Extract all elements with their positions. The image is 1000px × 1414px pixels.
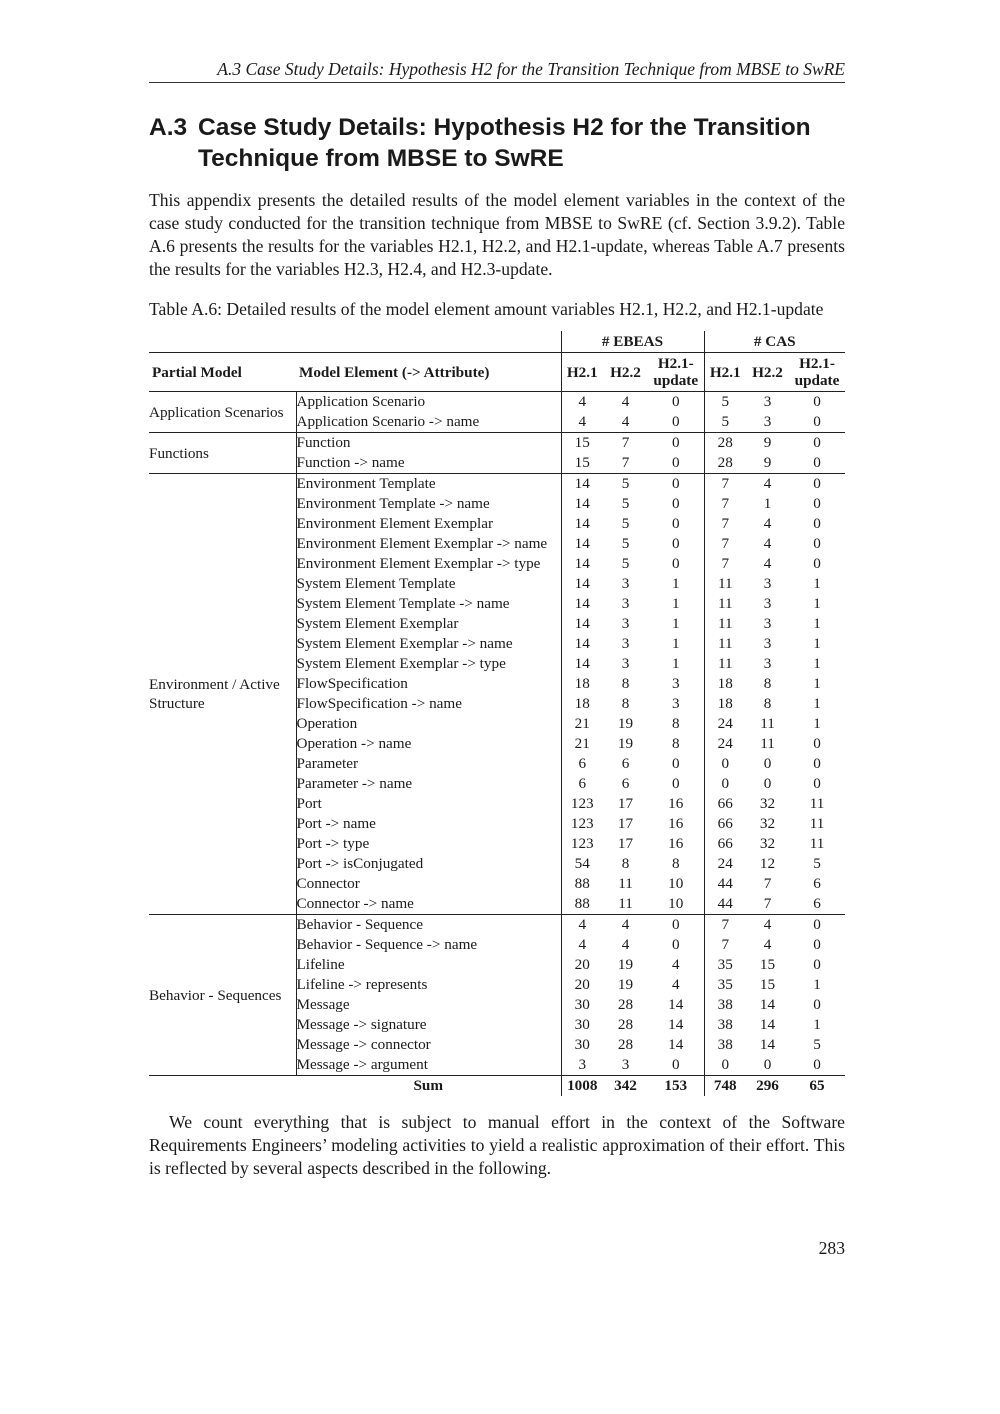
value-cell: 54 xyxy=(561,854,603,874)
value-cell: 4 xyxy=(763,535,772,552)
header-cas-h22: H2.2 xyxy=(746,353,789,392)
value-cell: 4 xyxy=(621,413,630,430)
value-cell: 0 xyxy=(704,1055,746,1076)
model-element-cell: System Element Exemplar -> name xyxy=(296,634,561,654)
sum-value: 153 xyxy=(648,1076,704,1097)
header-cas-h21: H2.1 xyxy=(704,353,746,392)
value-cell: 4 xyxy=(671,976,680,993)
value-cell: 14 xyxy=(561,634,603,654)
header-cas-h21-update: H2.1-update xyxy=(789,353,845,392)
value-cell: 5 xyxy=(704,412,746,433)
table-row xyxy=(149,392,845,413)
value-cell: 0 xyxy=(704,774,746,794)
table-row xyxy=(149,433,845,454)
value-cell: 7 xyxy=(704,554,746,574)
value-cell: 0 xyxy=(813,393,821,410)
value-cell: 0 xyxy=(813,454,821,471)
value-cell: 66 xyxy=(704,814,746,834)
value-cell: 16 xyxy=(668,795,684,812)
value-cell: 0 xyxy=(671,413,680,430)
model-element-cell: System Element Exemplar xyxy=(296,614,561,634)
value-cell: 1 xyxy=(813,675,821,692)
value-cell: 3 xyxy=(671,675,680,692)
value-cell: 14 xyxy=(561,514,603,534)
table-row xyxy=(149,474,845,495)
sum-row xyxy=(149,1076,845,1097)
value-cell: 15 xyxy=(561,433,603,454)
value-cell: 1 xyxy=(671,615,680,632)
value-cell: 15 xyxy=(759,976,776,993)
value-cell: 16 xyxy=(668,835,684,852)
value-cell: 30 xyxy=(561,1035,603,1055)
value-cell: 123 xyxy=(561,794,603,814)
value-cell: 123 xyxy=(561,814,603,834)
value-cell: 3 xyxy=(621,635,630,652)
value-cell: 0 xyxy=(671,393,680,410)
value-cell: 0 xyxy=(671,775,680,792)
value-cell: 11 xyxy=(618,895,633,912)
value-cell: 7 xyxy=(704,514,746,534)
value-cell: 14 xyxy=(561,594,603,614)
intro-paragraph: This appendix presents the detailed results of the model element variables in the context of the case study conducted for the transition technique from MBSE to SwRE (cf. Section 3.9.2). Table A.6 presents the results for the variables H2.1, H2.2, and H2.1-update, whereas Table A.7 presents the results for the variables H2.3, H2.4, and H2.3-update. xyxy=(149,190,845,279)
value-cell: 0 xyxy=(671,535,680,552)
value-cell: 1 xyxy=(813,695,821,712)
value-cell: 11 xyxy=(704,634,746,654)
value-cell: 28 xyxy=(704,453,746,474)
value-cell: 24 xyxy=(704,734,746,754)
value-cell: 0 xyxy=(704,754,746,774)
header-ebeas-h22: H2.2 xyxy=(603,353,648,392)
header-partial-model: Partial Model xyxy=(149,353,296,392)
value-cell: 11 xyxy=(809,835,825,852)
section-title: Case Study Details: Hypothesis H2 for the Transition Technique from MBSE to SwRE xyxy=(198,114,811,172)
model-element-cell: Environment Element Exemplar -> type xyxy=(296,554,561,574)
value-cell: 24 xyxy=(704,714,746,734)
value-cell: 14 xyxy=(561,494,603,514)
value-cell: 10 xyxy=(668,875,684,892)
value-cell: 14 xyxy=(561,534,603,554)
value-cell: 17 xyxy=(617,795,634,812)
page-number: 283 xyxy=(818,1238,845,1258)
value-cell: 5 xyxy=(704,392,746,413)
value-cell: 0 xyxy=(671,936,680,953)
value-cell: 32 xyxy=(759,795,776,812)
value-cell: 3 xyxy=(621,575,630,592)
model-element-cell: Environment Template xyxy=(296,474,561,495)
value-cell: 15 xyxy=(759,956,776,973)
value-cell: 14 xyxy=(668,996,684,1013)
value-cell: 24 xyxy=(704,854,746,874)
value-cell: 4 xyxy=(746,474,789,495)
value-cell: 3 xyxy=(763,595,772,612)
value-cell: 1 xyxy=(763,495,772,512)
value-cell: 15 xyxy=(561,453,603,474)
value-cell: 21 xyxy=(561,714,603,734)
model-element-cell: Environment Template -> name xyxy=(296,494,561,514)
value-cell: 20 xyxy=(561,955,603,975)
value-cell: 19 xyxy=(617,956,634,973)
value-cell: 12 xyxy=(759,855,776,872)
value-cell: 4 xyxy=(763,936,772,953)
value-cell: 11 xyxy=(704,574,746,594)
value-cell: 0 xyxy=(813,956,821,973)
value-cell: 8 xyxy=(763,695,772,712)
value-cell: 11 xyxy=(760,715,775,732)
value-cell: 35 xyxy=(704,975,746,995)
value-cell: 16 xyxy=(668,815,684,832)
value-cell: 17 xyxy=(617,815,634,832)
value-cell: 5 xyxy=(813,1036,821,1053)
value-cell: 0 xyxy=(671,755,680,772)
model-element-cell: Message -> argument xyxy=(296,1055,561,1076)
model-element-cell: Port -> type xyxy=(296,834,561,854)
value-cell: 0 xyxy=(813,535,821,552)
value-cell: 14 xyxy=(561,474,603,495)
value-cell: 66 xyxy=(704,794,746,814)
value-cell: 0 xyxy=(813,755,821,772)
model-element-cell: FlowSpecification xyxy=(296,674,561,694)
value-cell: 14 xyxy=(561,554,603,574)
value-cell: 0 xyxy=(648,474,704,495)
value-cell: 10 xyxy=(668,895,684,912)
value-cell: 88 xyxy=(561,874,603,894)
value-cell: 0 xyxy=(813,555,821,572)
value-cell: 7 xyxy=(704,534,746,554)
value-cell: 14 xyxy=(668,1016,684,1033)
value-cell: 6 xyxy=(561,754,603,774)
value-cell: 1 xyxy=(813,595,821,612)
value-cell: 0 xyxy=(813,495,821,512)
header-model-element: Model Element (-> Attribute) xyxy=(296,353,561,392)
value-cell: 7 xyxy=(704,494,746,514)
model-element-cell: Connector -> name xyxy=(296,894,561,915)
value-cell: 7 xyxy=(704,915,746,936)
closing-paragraph: We count everything that is subject to manual effort in the context of the Software Requirements Engineers’ modeling activities to yield a realistic approximation of their effort. This is reflected by several aspects described in the following. xyxy=(149,1112,845,1178)
value-cell: 0 xyxy=(648,433,704,454)
value-cell: 7 xyxy=(704,474,746,495)
value-cell: 4 xyxy=(763,515,772,532)
partial-model-cell: Functions xyxy=(149,433,296,474)
value-cell: 14 xyxy=(561,614,603,634)
value-cell: 5 xyxy=(621,535,630,552)
model-element-cell: Function xyxy=(296,433,561,454)
model-element-cell: Parameter -> name xyxy=(296,774,561,794)
model-element-cell: Port -> name xyxy=(296,814,561,834)
value-cell: 0 xyxy=(813,775,821,792)
value-cell: 3 xyxy=(763,635,772,652)
value-cell: 38 xyxy=(704,995,746,1015)
results-table xyxy=(149,331,845,1096)
value-cell: 32 xyxy=(759,835,776,852)
value-cell: 11 xyxy=(809,795,825,812)
value-cell: 18 xyxy=(704,674,746,694)
value-cell: 5 xyxy=(813,855,821,872)
value-cell: 30 xyxy=(561,995,603,1015)
value-cell: 11 xyxy=(704,654,746,674)
value-cell: 6 xyxy=(621,755,630,772)
model-element-cell: Operation xyxy=(296,714,561,734)
value-cell: 11 xyxy=(809,815,825,832)
value-cell: 11 xyxy=(704,614,746,634)
model-element-cell: Lifeline xyxy=(296,955,561,975)
value-cell: 0 xyxy=(813,1056,821,1073)
model-element-cell: System Element Template xyxy=(296,574,561,594)
section-number: A.3 xyxy=(149,114,188,141)
value-cell: 9 xyxy=(763,454,772,471)
value-cell: 6 xyxy=(813,895,821,912)
model-element-cell: Operation -> name xyxy=(296,734,561,754)
value-cell: 44 xyxy=(704,874,746,894)
value-cell: 4 xyxy=(746,915,789,936)
value-cell: 1 xyxy=(671,635,680,652)
model-element-cell: Environment Element Exemplar xyxy=(296,514,561,534)
value-cell: 8 xyxy=(671,855,680,872)
value-cell: 4 xyxy=(621,936,630,953)
value-cell: 3 xyxy=(763,615,772,632)
value-cell: 8 xyxy=(763,675,772,692)
value-cell: 7 xyxy=(704,935,746,955)
value-cell: 14 xyxy=(561,574,603,594)
value-cell: 3 xyxy=(763,575,772,592)
model-element-cell: Environment Element Exemplar -> name xyxy=(296,534,561,554)
value-cell: 5 xyxy=(621,555,630,572)
value-cell: 11 xyxy=(704,594,746,614)
value-cell: 0 xyxy=(763,775,772,792)
value-cell: 7 xyxy=(603,433,648,454)
model-element-cell: Message -> connector xyxy=(296,1035,561,1055)
model-element-cell: Message xyxy=(296,995,561,1015)
value-cell: 8 xyxy=(621,695,630,712)
value-cell: 30 xyxy=(561,1015,603,1035)
value-cell: 6 xyxy=(621,775,630,792)
group-header-ebeas: # EBEAS xyxy=(561,331,704,353)
value-cell: 14 xyxy=(561,654,603,674)
value-cell: 0 xyxy=(671,1056,680,1073)
value-cell: 0 xyxy=(763,755,772,772)
value-cell: 0 xyxy=(813,996,821,1013)
value-cell: 0 xyxy=(789,915,845,936)
value-cell: 3 xyxy=(763,655,772,672)
value-cell: 4 xyxy=(763,555,772,572)
value-cell: 28 xyxy=(617,996,634,1013)
sum-value: 748 xyxy=(704,1076,746,1097)
model-element-cell: Function -> name xyxy=(296,453,561,474)
value-cell: 0 xyxy=(813,936,821,953)
table-body xyxy=(149,392,845,1076)
value-cell: 66 xyxy=(704,834,746,854)
value-cell: 1 xyxy=(813,655,821,672)
value-cell: 4 xyxy=(621,393,630,410)
value-cell: 3 xyxy=(621,595,630,612)
model-element-cell: Message -> signature xyxy=(296,1015,561,1035)
value-cell: 3 xyxy=(763,393,772,410)
value-cell: 5 xyxy=(621,515,630,532)
model-element-cell: FlowSpecification -> name xyxy=(296,694,561,714)
value-cell: 19 xyxy=(617,715,634,732)
value-cell: 4 xyxy=(561,392,603,413)
value-cell: 44 xyxy=(704,894,746,915)
model-element-cell: System Element Template -> name xyxy=(296,594,561,614)
value-cell: 8 xyxy=(671,715,680,732)
value-cell: 1 xyxy=(813,635,821,652)
value-cell: 0 xyxy=(648,915,704,936)
model-element-cell: Behavior - Sequence xyxy=(296,915,561,936)
value-cell: 1 xyxy=(671,655,680,672)
value-cell: 1 xyxy=(813,1016,821,1033)
value-cell: 35 xyxy=(704,955,746,975)
value-cell: 4 xyxy=(561,412,603,433)
value-cell: 0 xyxy=(813,735,821,752)
model-element-cell: Behavior - Sequence -> name xyxy=(296,935,561,955)
value-cell: 21 xyxy=(561,734,603,754)
value-cell: 4 xyxy=(603,915,648,936)
table-caption: Table A.6: Detailed results of the model element amount variables H2.1, H2.2, and H2.1-update xyxy=(149,299,824,319)
value-cell: 14 xyxy=(759,1036,776,1053)
model-element-cell: Parameter xyxy=(296,754,561,774)
value-cell: 1 xyxy=(671,575,680,592)
value-cell: 38 xyxy=(704,1035,746,1055)
model-element-cell: Lifeline -> represents xyxy=(296,975,561,995)
value-cell: 3 xyxy=(621,1056,630,1073)
sum-value: 1008 xyxy=(561,1076,603,1097)
partial-model-cell: Environment / Active Structure xyxy=(149,474,296,915)
value-cell: 14 xyxy=(759,1016,776,1033)
value-cell: 6 xyxy=(561,774,603,794)
value-cell: 18 xyxy=(704,694,746,714)
value-cell: 0 xyxy=(789,433,845,454)
value-cell: 1 xyxy=(813,615,821,632)
value-cell: 18 xyxy=(561,694,603,714)
value-cell: 14 xyxy=(668,1036,684,1053)
header-ebeas-h21-update: H2.1-update xyxy=(648,353,704,392)
value-cell: 0 xyxy=(671,495,680,512)
value-cell: 4 xyxy=(671,956,680,973)
value-cell: 3 xyxy=(763,413,772,430)
value-cell: 38 xyxy=(704,1015,746,1035)
value-cell: 28 xyxy=(617,1036,634,1053)
sum-value: 296 xyxy=(746,1076,789,1097)
partial-model-cell: Behavior - Sequences xyxy=(149,915,296,1076)
value-cell: 123 xyxy=(561,834,603,854)
value-cell: 1 xyxy=(813,976,821,993)
value-cell: 0 xyxy=(813,413,821,430)
value-cell: 18 xyxy=(561,674,603,694)
value-cell: 28 xyxy=(704,433,746,454)
value-cell: 14 xyxy=(759,996,776,1013)
running-head: A.3 Case Study Details: Hypothesis H2 for the Transition Technique from MBSE to SwRE xyxy=(149,58,845,83)
value-cell: 17 xyxy=(617,835,634,852)
value-cell: 8 xyxy=(671,735,680,752)
sum-value: 342 xyxy=(603,1076,648,1097)
model-element-cell: Application Scenario xyxy=(296,392,561,413)
value-cell: 0 xyxy=(671,515,680,532)
value-cell: 0 xyxy=(813,515,821,532)
value-cell: 5 xyxy=(603,474,648,495)
value-cell: 0 xyxy=(763,1056,772,1073)
value-cell: 7 xyxy=(763,875,772,892)
group-header-cas: # CAS xyxy=(704,331,845,353)
sum-value: 65 xyxy=(789,1076,845,1097)
partial-model-cell: Application Scenarios xyxy=(149,403,284,421)
table-row xyxy=(149,915,845,936)
sum-label: Sum xyxy=(296,1076,561,1097)
value-cell: 6 xyxy=(813,875,821,892)
value-cell: 8 xyxy=(621,675,630,692)
header-ebeas-h21: H2.1 xyxy=(561,353,603,392)
value-cell: 1 xyxy=(813,715,821,732)
model-element-cell: Application Scenario -> name xyxy=(296,412,561,433)
model-element-cell: Port -> isConjugated xyxy=(296,854,561,874)
value-cell: 0 xyxy=(671,555,680,572)
value-cell: 19 xyxy=(617,735,634,752)
value-cell: 4 xyxy=(561,935,603,955)
value-cell: 3 xyxy=(621,615,630,632)
value-cell: 7 xyxy=(621,454,630,471)
value-cell: 28 xyxy=(617,1016,634,1033)
value-cell: 4 xyxy=(561,915,603,936)
value-cell: 3 xyxy=(561,1055,603,1076)
value-cell: 1 xyxy=(671,595,680,612)
value-cell: 8 xyxy=(621,855,630,872)
value-cell: 20 xyxy=(561,975,603,995)
model-element-cell: System Element Exemplar -> type xyxy=(296,654,561,674)
value-cell: 32 xyxy=(759,815,776,832)
value-cell: 11 xyxy=(760,735,775,752)
value-cell: 0 xyxy=(671,454,680,471)
value-cell: 0 xyxy=(789,474,845,495)
value-cell: 5 xyxy=(621,495,630,512)
model-element-cell: Connector xyxy=(296,874,561,894)
value-cell: 88 xyxy=(561,894,603,915)
value-cell: 1 xyxy=(813,575,821,592)
value-cell: 3 xyxy=(671,695,680,712)
model-element-cell: Port xyxy=(296,794,561,814)
value-cell: 3 xyxy=(621,655,630,672)
value-cell: 11 xyxy=(618,875,633,892)
value-cell: 7 xyxy=(763,895,772,912)
value-cell: 9 xyxy=(746,433,789,454)
value-cell: 19 xyxy=(617,976,634,993)
